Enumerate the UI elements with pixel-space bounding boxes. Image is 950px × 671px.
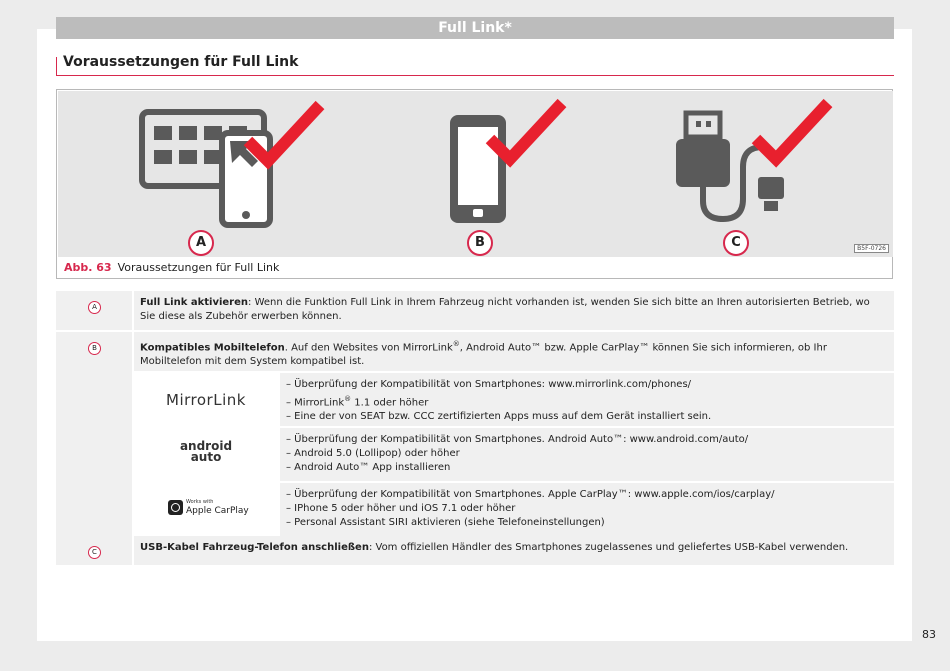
figure-illustration xyxy=(58,91,893,257)
android-line-2: – Android 5.0 (Lollipop) oder höher xyxy=(286,448,460,459)
row-value-cell xyxy=(134,332,894,371)
row-label-a: A xyxy=(88,301,101,314)
row-a-title: Full Link aktivieren xyxy=(140,297,249,308)
mirrorlink-line-2: – MirrorLink® 1.1 oder höher xyxy=(286,395,429,409)
sub-row-android-auto xyxy=(134,428,894,481)
android-line-3: – Android Auto™ App installieren xyxy=(286,462,451,473)
figure-label-c: C xyxy=(723,230,749,256)
android-auto-logo: android auto xyxy=(179,439,233,464)
row-b-title: Kompatibles Mobiltelefon xyxy=(140,342,285,354)
mirrorlink-text xyxy=(280,373,894,426)
check-icon-c xyxy=(756,103,828,159)
row-a-text: : Wenn die Funktion Full Link in Ihrem Fahrzeug nicht vorhanden ist, wenden Sie sich bitte an Ihren autorisierten Betrieb, wo Sie diese als Zubehör erwerben können. xyxy=(140,297,870,322)
table-row xyxy=(56,536,894,565)
android-auto-text xyxy=(280,428,894,481)
figure-label-b: B xyxy=(467,230,493,256)
row-key-cell xyxy=(56,291,132,330)
android-line-1: – Überprüfung der Kompatibilität von Smartphones. Android Auto™: www.android.com/auto/ xyxy=(286,434,749,445)
carplay-icon xyxy=(168,500,183,515)
row-b-text-2: , Android Auto™ bzw. Apple CarPlay™ können Sie sich informieren, ob Ihr Mobiltelefon mit dem System kompatibel ist. xyxy=(140,342,827,368)
figure-code: B5F-0726 xyxy=(854,244,889,253)
figure-number: Abb. 63 xyxy=(64,261,112,274)
row-label-b: B xyxy=(88,342,101,355)
row-c-title: USB-Kabel Fahrzeug-Telefon anschließen xyxy=(140,542,369,553)
chapter-banner: Full Link* xyxy=(56,17,894,39)
mirrorlink-line-1: – Überprüfung der Kompatibilität von Smartphones: www.mirrorlink.com/phones/ xyxy=(286,379,692,390)
figure-63 xyxy=(56,89,893,279)
carplay-line-1: – Überprüfung der Kompatibilität von Smartphones. Apple CarPlay™: www.apple.com/ios/carplay/ xyxy=(286,489,775,500)
usb-cable-icon xyxy=(676,113,784,219)
sub-row-mirrorlink xyxy=(134,373,894,426)
android-auto-logo-cell xyxy=(134,428,278,481)
page-number: 83 xyxy=(922,628,936,641)
figure-caption xyxy=(64,261,279,274)
mirrorlink-logo-cell xyxy=(134,373,278,426)
carplay-logo-cell xyxy=(134,483,278,536)
row-value-cell xyxy=(134,291,894,330)
carplay-line-3: – Personal Assistant SIRI aktivieren (siehe Telefoneinstellungen) xyxy=(286,517,605,528)
screen-phone-icon xyxy=(142,112,270,225)
table-row xyxy=(56,332,894,561)
row-key-cell xyxy=(56,332,132,561)
row-value-cell xyxy=(134,536,894,565)
section-title: Voraussetzungen für Full Link xyxy=(63,54,299,70)
section-rule xyxy=(56,75,894,76)
mirrorlink-line-3: – Eine der von SEAT bzw. CCC zertifizierten Apps muss auf dem Gerät installiert sein. xyxy=(286,411,712,423)
phone-icon xyxy=(450,115,506,223)
figure-label-a: A xyxy=(188,230,214,256)
mirrorlink-logo: MirrorLink xyxy=(166,391,246,409)
section-left-bar xyxy=(56,57,57,76)
carplay-text xyxy=(280,483,894,536)
carplay-works-with: Works with xyxy=(186,499,214,505)
row-b-sup: ® xyxy=(452,340,460,348)
row-c-text: : Vom offiziellen Händler des Smartphones zugelassenes und geliefertes USB-Kabel verwenden. xyxy=(368,542,849,553)
figure-caption-text: Voraussetzungen für Full Link xyxy=(117,261,280,274)
row-b-text-1: . Auf den Websites von MirrorLink xyxy=(284,342,453,354)
row-key-cell xyxy=(56,536,132,565)
table-row xyxy=(56,291,894,330)
sub-row-apple-carplay xyxy=(134,483,894,536)
carplay-logo-text: Apple CarPlay xyxy=(186,506,249,516)
row-label-c: C xyxy=(88,546,101,559)
carplay-line-2: – IPhone 5 oder höher und iOS 7.1 oder höher xyxy=(286,503,516,514)
